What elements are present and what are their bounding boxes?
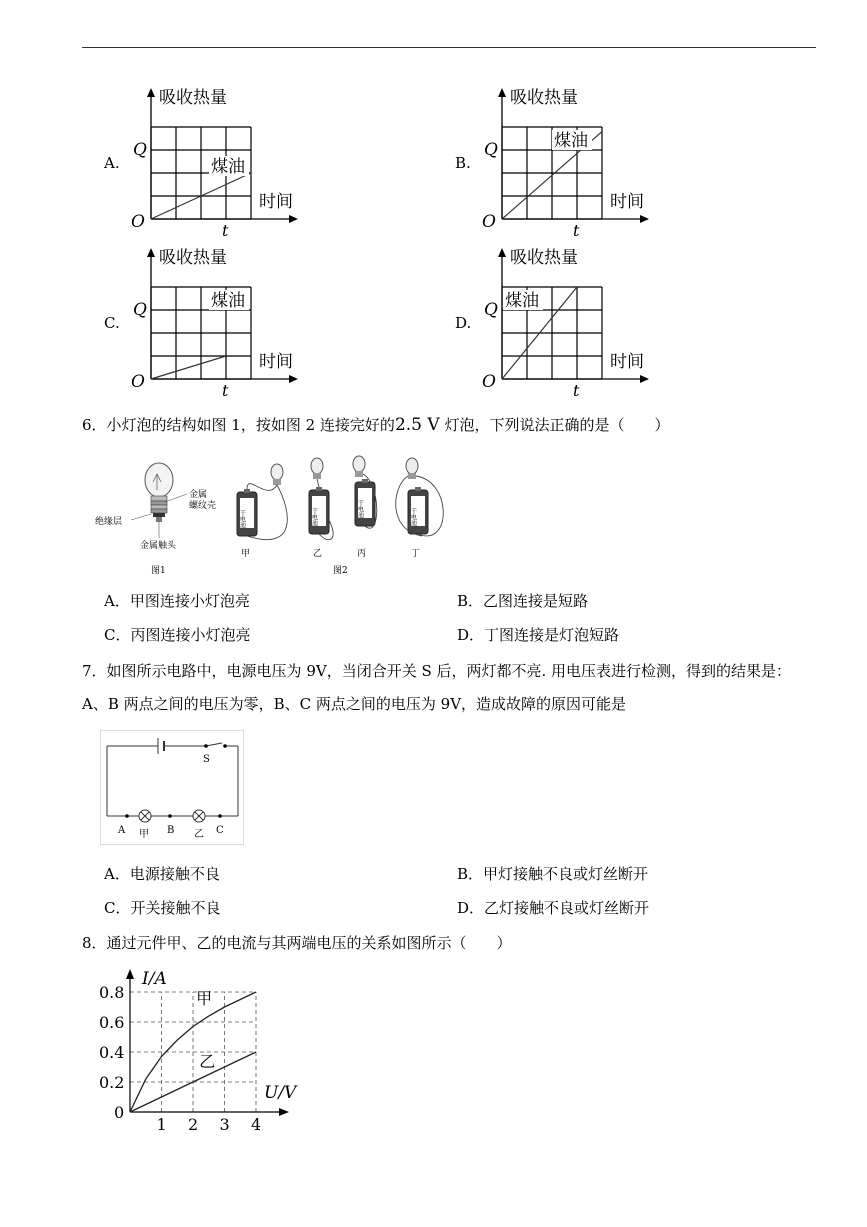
kerosene-label: 煤油 [211, 157, 245, 177]
bulb-icon [406, 458, 418, 474]
bulb-icon [271, 464, 283, 480]
q8-stem: 8．通过元件甲、乙的电流与其两端电压的关系如图所示（ ） [82, 934, 512, 952]
x-tick-label: 3 [219, 1115, 230, 1132]
figure-2-caption: 图2 [333, 566, 348, 576]
x-axis-label: 时间 [259, 352, 293, 372]
circuit-connections-figure [237, 456, 443, 559]
y-axis-arrow-icon [498, 248, 506, 257]
kerosene-label: 煤油 [554, 131, 588, 151]
q7-option-b[interactable]: B．甲灯接触不良或灯丝断开 [457, 865, 649, 883]
t-label: t [573, 221, 580, 240]
battery-terminal [415, 487, 421, 491]
circuit-label: 丙 [357, 549, 367, 559]
option-letter: B. [455, 154, 471, 172]
y-tick-label: 0.4 [99, 1043, 125, 1062]
label-metal-tip: 金属触头 [140, 541, 177, 551]
q-label: Q [484, 300, 498, 320]
x-axis-title: U/V [264, 1083, 297, 1103]
x-tick-label: 4 [251, 1115, 262, 1132]
q-label: Q [484, 140, 498, 160]
y-axis-label: 吸收热量 [510, 248, 578, 268]
y-tick-label: 0.2 [99, 1073, 125, 1092]
iv-chart [95, 962, 315, 1132]
option-letter: A. [104, 154, 120, 172]
label-metal-shell: 金属 [189, 490, 208, 500]
q6-figures [95, 450, 475, 580]
y-tick-label: 0.6 [99, 1013, 125, 1032]
chart-grid [130, 992, 256, 1112]
x-axis-label: 时间 [259, 192, 293, 212]
bulb-structure-figure [95, 463, 216, 576]
battery-terminal [244, 489, 250, 493]
x-tick-label: 0 [114, 1103, 125, 1122]
y-axis-title: I/A [142, 969, 167, 989]
lamp-2-label: 乙 [194, 829, 204, 840]
q6-option-a[interactable]: A．甲图连接小灯泡亮 [104, 592, 250, 610]
origin-label: O [131, 212, 145, 232]
q-label: Q [133, 140, 147, 160]
point-c-label: C [216, 825, 224, 836]
y-axis-arrow-icon [498, 88, 506, 97]
circuit-label: 乙 [313, 549, 323, 559]
q6-option-d[interactable]: D．丁图连接是灯泡短路 [457, 626, 620, 644]
chart-y-arrow-icon [126, 969, 134, 979]
y-axis-label: 吸收热量 [510, 88, 578, 108]
y-axis-arrow-icon [147, 88, 155, 97]
circuit-label: 丁 [411, 549, 421, 559]
q6-stem-end: 灯泡，下列说法正确的是（ ） [444, 416, 670, 434]
kerosene-label: 煤油 [505, 291, 539, 311]
battery-terminal [316, 487, 322, 491]
circuit-yi [309, 458, 333, 559]
circuit-label: 甲 [241, 549, 251, 559]
option-letter: D. [455, 314, 472, 332]
q-label: Q [133, 300, 147, 320]
q5-option-graph-b[interactable] [455, 80, 675, 245]
circuit-jia [237, 464, 287, 559]
y-axis-arrow-icon [147, 248, 155, 257]
switch-label: S [203, 754, 210, 765]
battery-text: 干电池 [238, 510, 246, 528]
y-axis-label: 吸收热量 [159, 88, 227, 108]
x-axis-arrow-icon [640, 215, 649, 223]
series-label-jia: 甲 [196, 989, 213, 1008]
x-axis-arrow-icon [640, 375, 649, 383]
q6-stem-text: 6．小灯泡的结构如图 1，按如图 2 连接完好的 [82, 416, 395, 434]
battery-text: 干电池 [310, 508, 318, 526]
origin-label: O [482, 372, 496, 392]
figure-1-caption: 图1 [151, 566, 166, 576]
q6-option-c[interactable]: C．丙图连接小灯泡亮 [104, 626, 251, 644]
bulb-base [313, 473, 321, 479]
label-insulator: 绝缘层 [95, 517, 123, 527]
q6-option-b[interactable]: B．乙图连接是短路 [457, 592, 589, 610]
kerosene-line [151, 356, 226, 379]
t-label: t [573, 381, 580, 400]
header-rule [82, 47, 816, 48]
x-axis-arrow-icon [289, 375, 298, 383]
lamp-1-label: 甲 [139, 829, 149, 840]
x-axis-arrow-icon [289, 215, 298, 223]
x-tick-label: 1 [156, 1115, 167, 1132]
q7-option-d[interactable]: D．乙灯接触不良或灯丝断开 [457, 899, 650, 917]
q7-option-c[interactable]: C．开关接触不良 [104, 899, 221, 917]
q7-stem-line2: A、B 两点之间的电压为零，B、C 两点之间的电压为 9V，造成故障的原因可能是 [82, 695, 627, 713]
x-tick-label: 2 [188, 1115, 199, 1132]
q5-option-graph-a[interactable] [104, 80, 324, 245]
bulb-base [355, 471, 363, 477]
point-b-label: B [167, 825, 175, 836]
origin-label: O [482, 212, 496, 232]
circuit-ding [396, 458, 444, 559]
y-tick-label: 0.8 [99, 983, 125, 1002]
t-label: t [222, 381, 229, 400]
point-a-label: A [118, 825, 126, 836]
kerosene-label: 煤油 [211, 291, 245, 311]
x-axis-label: 时间 [610, 192, 644, 212]
x-axis-label: 时间 [610, 352, 644, 372]
bulb-base [408, 473, 416, 479]
option-letter: C. [104, 314, 120, 332]
bulb-base [273, 479, 281, 485]
origin-label: O [131, 372, 145, 392]
battery-terminal [362, 479, 368, 483]
q5-option-graph-c[interactable] [104, 240, 324, 405]
circuit-bing [353, 456, 377, 559]
t-label: t [222, 221, 229, 240]
q7-option-a[interactable]: A．电源接触不良 [104, 865, 220, 883]
q7-circuit-diagram [100, 730, 245, 846]
bulb-icon [311, 458, 323, 474]
chart-x-arrow-icon [279, 1108, 289, 1116]
bulb-icon [353, 456, 365, 472]
series-label-yi: 乙 [199, 1052, 216, 1071]
battery-text: 干电池 [409, 508, 417, 526]
q5-option-graph-d[interactable] [455, 240, 675, 405]
y-axis-label: 吸收热量 [159, 248, 227, 268]
q6-voltage: 2.5 V [394, 415, 440, 435]
question-6-stem [82, 415, 669, 435]
battery-text: 干电池 [356, 500, 364, 518]
q7-stem-line1: 7．如图所示电路中，电源电压为 9V，当闭合开关 S 后，两灯都不亮. 用电压表进行检测，得到的结果是： [82, 662, 792, 680]
label-thread-shell: 螺纹壳 [189, 501, 217, 511]
